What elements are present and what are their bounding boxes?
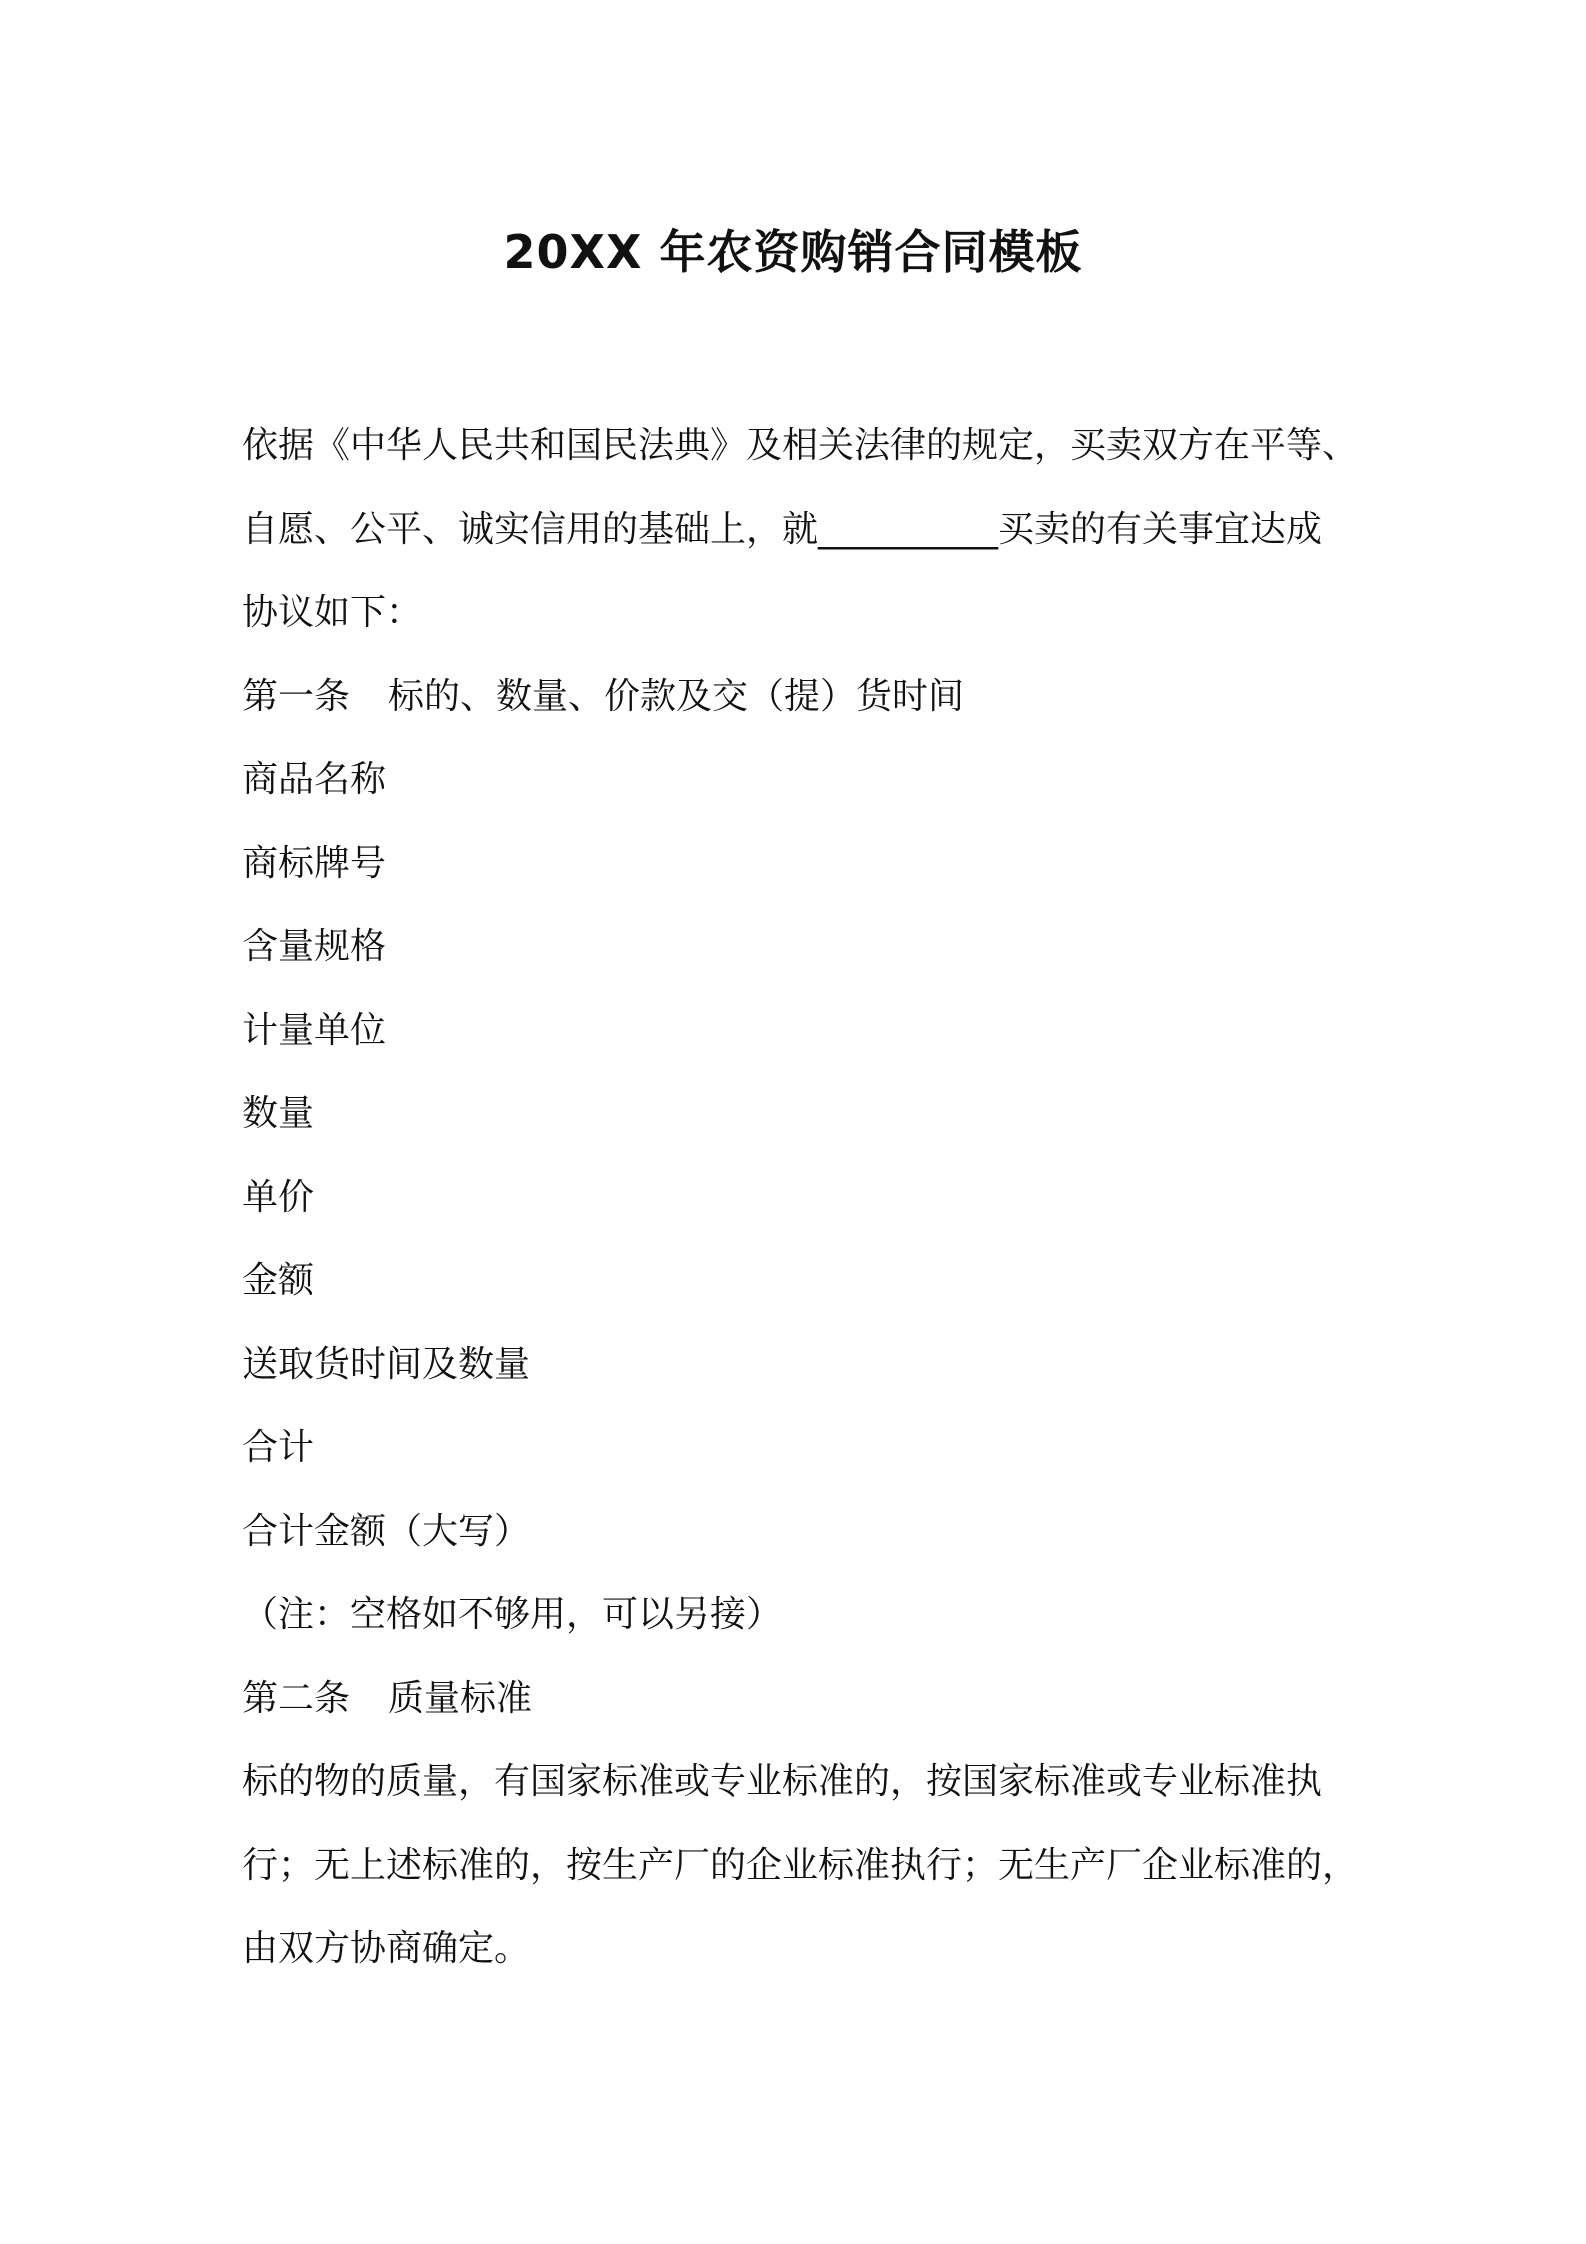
field-specification: 含量规格	[242, 926, 387, 967]
note-line: （注：空格如不够用，可以另接）	[242, 1594, 783, 1635]
article-2-line-2: 行；无上述标准的，按生产厂的企业标准执行；无生产厂企业标准的，	[242, 1844, 1359, 1886]
article-1-number: 第一条	[242, 675, 351, 717]
document-body	[242, 404, 1362, 1991]
article-2-line-1: 标的物的质量，有国家标准或专业标准的，按国家标准或专业标准执	[242, 1761, 1323, 1802]
field-amount: 金额	[242, 1260, 315, 1301]
field-trademark: 商标牌号	[242, 842, 387, 884]
article-1-heading	[242, 655, 1362, 739]
field-quantity: 数量	[242, 1093, 315, 1134]
field-total-amount-words: 合计金额（大写）	[242, 1510, 531, 1552]
field-unit: 计量单位	[242, 1009, 387, 1051]
article-2-number: 第二条	[242, 1677, 351, 1719]
field-delivery-time: 送取货时间及数量	[242, 1343, 531, 1385]
field-unit-price: 单价	[242, 1176, 315, 1218]
article-2-line-3: 由双方协商确定。	[242, 1928, 531, 1969]
article-2-heading	[242, 1657, 1362, 1741]
intro-line-2: 自愿、公平、诚实信用的基础上，就__________买卖的有关事宜达成	[242, 508, 1323, 550]
intro-line-3: 协议如下：	[242, 592, 423, 633]
article-1-title: 标的、数量、价款及交（提）货时间	[388, 675, 965, 717]
field-product-name: 商品名称	[242, 759, 387, 800]
article-2-title: 质量标准	[388, 1677, 533, 1719]
document-title: 20XX 年农资购销合同模板	[503, 225, 1083, 279]
intro-line-1: 依据《中华人民共和国民法典》及相关法律的规定，买卖双方在平等、	[242, 425, 1359, 466]
field-total: 合计	[242, 1427, 315, 1468]
